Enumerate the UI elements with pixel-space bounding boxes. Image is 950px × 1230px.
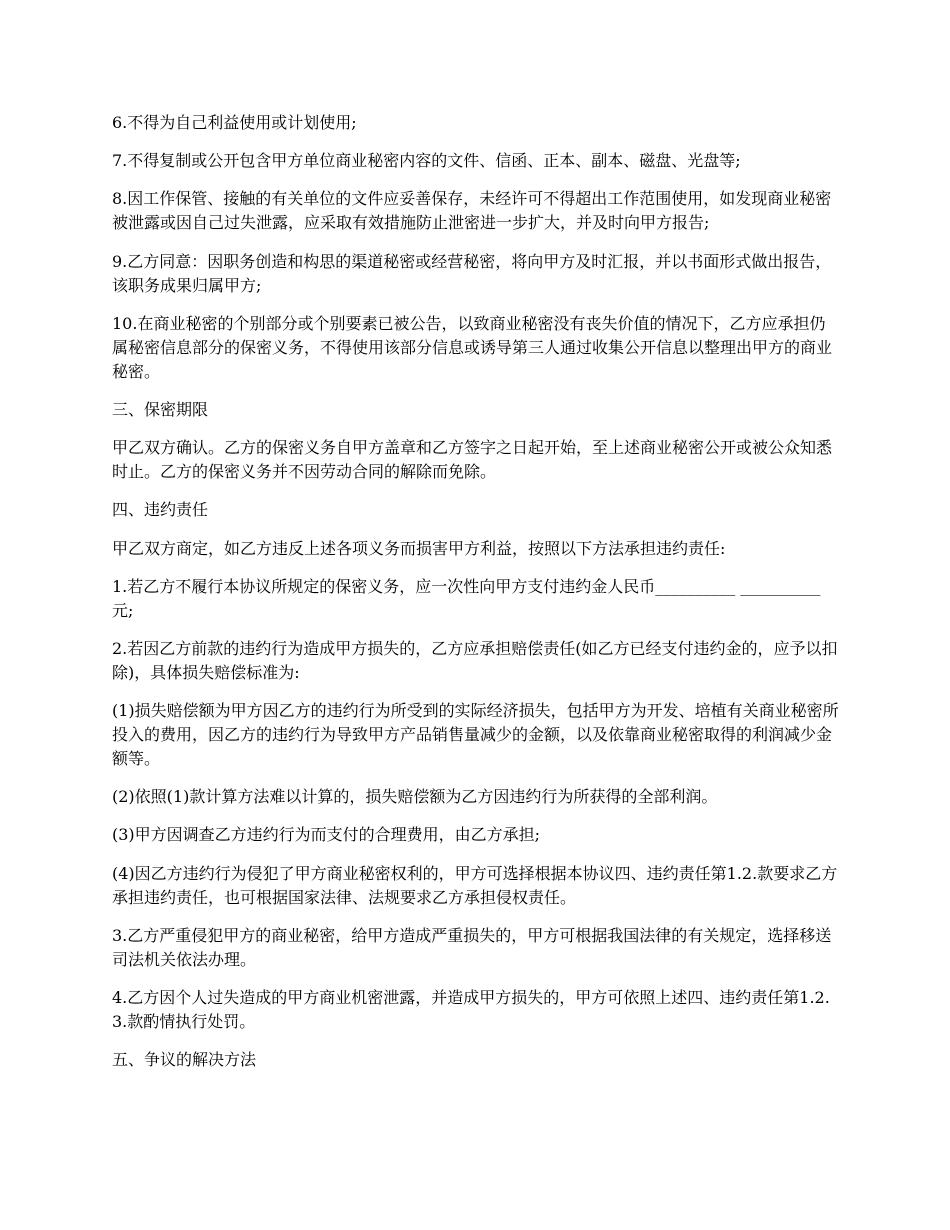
liability-clause-1: 1.若乙方不履行本协议所规定的保密义务，应一次性向甲方支付违约金人民币__________ __________元;	[112, 576, 821, 620]
liability-intro: 甲乙双方商定，如乙方违反上述各项义务而损害甲方利益，按照以下方法承担违约责任:	[112, 538, 726, 558]
clause-8: 8.因工作保管、接触的有关单位的文件应妥善保存，未经许可不得超出工作范围使用，如发现商业秘密被泄露或因自己过失泄露，应采取有效措施防止泄密进一步扩大，并及时向甲方报告;	[112, 189, 832, 233]
clause-10: 10.在商业秘密的个别部分或个别要素已被公告，以致商业秘密没有丧失价值的情况下，乙方应承担仍属秘密信息部分的保密义务，不得使用该部分信息或诱导第三人通过收集公开信息以整理出甲方的商业秘密。	[112, 313, 833, 381]
section-heading-liability: 四、违约责任	[112, 500, 209, 520]
section-heading-dispute-resolution: 五、争议的解决方法	[112, 1050, 257, 1070]
clause-6: 6.不得为自己利益使用或计划使用;	[112, 113, 357, 132]
confidentiality-period-text: 甲乙双方确认。乙方的保密义务自甲方盖章和乙方签字之日起开始，至上述商业秘密公开或被公众知悉时止。乙方的保密义务并不因劳动合同的解除而免除。	[112, 438, 833, 482]
clause-7: 7.不得复制或公开包含甲方单位商业秘密内容的文件、信函、正本、副本、磁盘、光盘等;	[112, 151, 741, 171]
section-heading-confidentiality-period: 三、保密期限	[112, 399, 209, 419]
liability-subclause-4: (4)因乙方违约行为侵犯了甲方商业秘密权利的，甲方可选择根据本协议四、违约责任第1.2.款要求乙方承担违约责任，也可根据国家法律、法规要求乙方承担侵权责任。	[112, 863, 838, 907]
liability-subclause-1: (1)损失赔偿额为甲方因乙方的违约行为所受到的实际经济损失，包括甲方为开发、培植有关商业秘密所投入的费用，因乙方的违约行为导致甲方产品销售量减少的金额，以及依靠商业秘密取得的利润减少金额等。	[112, 701, 839, 769]
liability-subclause-3: (3)甲方因调查乙方违约行为而支付的合理费用，由乙方承担;	[112, 825, 541, 845]
liability-clause-4: 4.乙方因个人过失造成的甲方商业机密泄露，并造成甲方损失的，甲方可依照上述四、违约责任第1.2.3.款酌情执行处罚。	[112, 988, 830, 1031]
document-page	[112, 111, 840, 1086]
liability-subclause-2: (2)依照(1)款计算方法难以计算的，损失赔偿额为乙方因违约行为所获得的全部利润。	[112, 787, 718, 807]
clause-9: 9.乙方同意：因职务创造和构思的渠道秘密或经营秘密，将向甲方及时汇报，并以书面形式做出报告，该职务成果归属甲方;	[112, 251, 832, 295]
liability-clause-2: 2.若因乙方前款的违约行为造成甲方损失的，乙方应承担赔偿责任(如乙方已经支付违约金的，应予以扣除)，具体损失赔偿标准为:	[112, 638, 838, 682]
liability-clause-3: 3.乙方严重侵犯甲方的商业秘密，给甲方造成严重损失的，甲方可根据我国法律的有关规定，选择移送司法机关依法办理。	[112, 925, 832, 969]
